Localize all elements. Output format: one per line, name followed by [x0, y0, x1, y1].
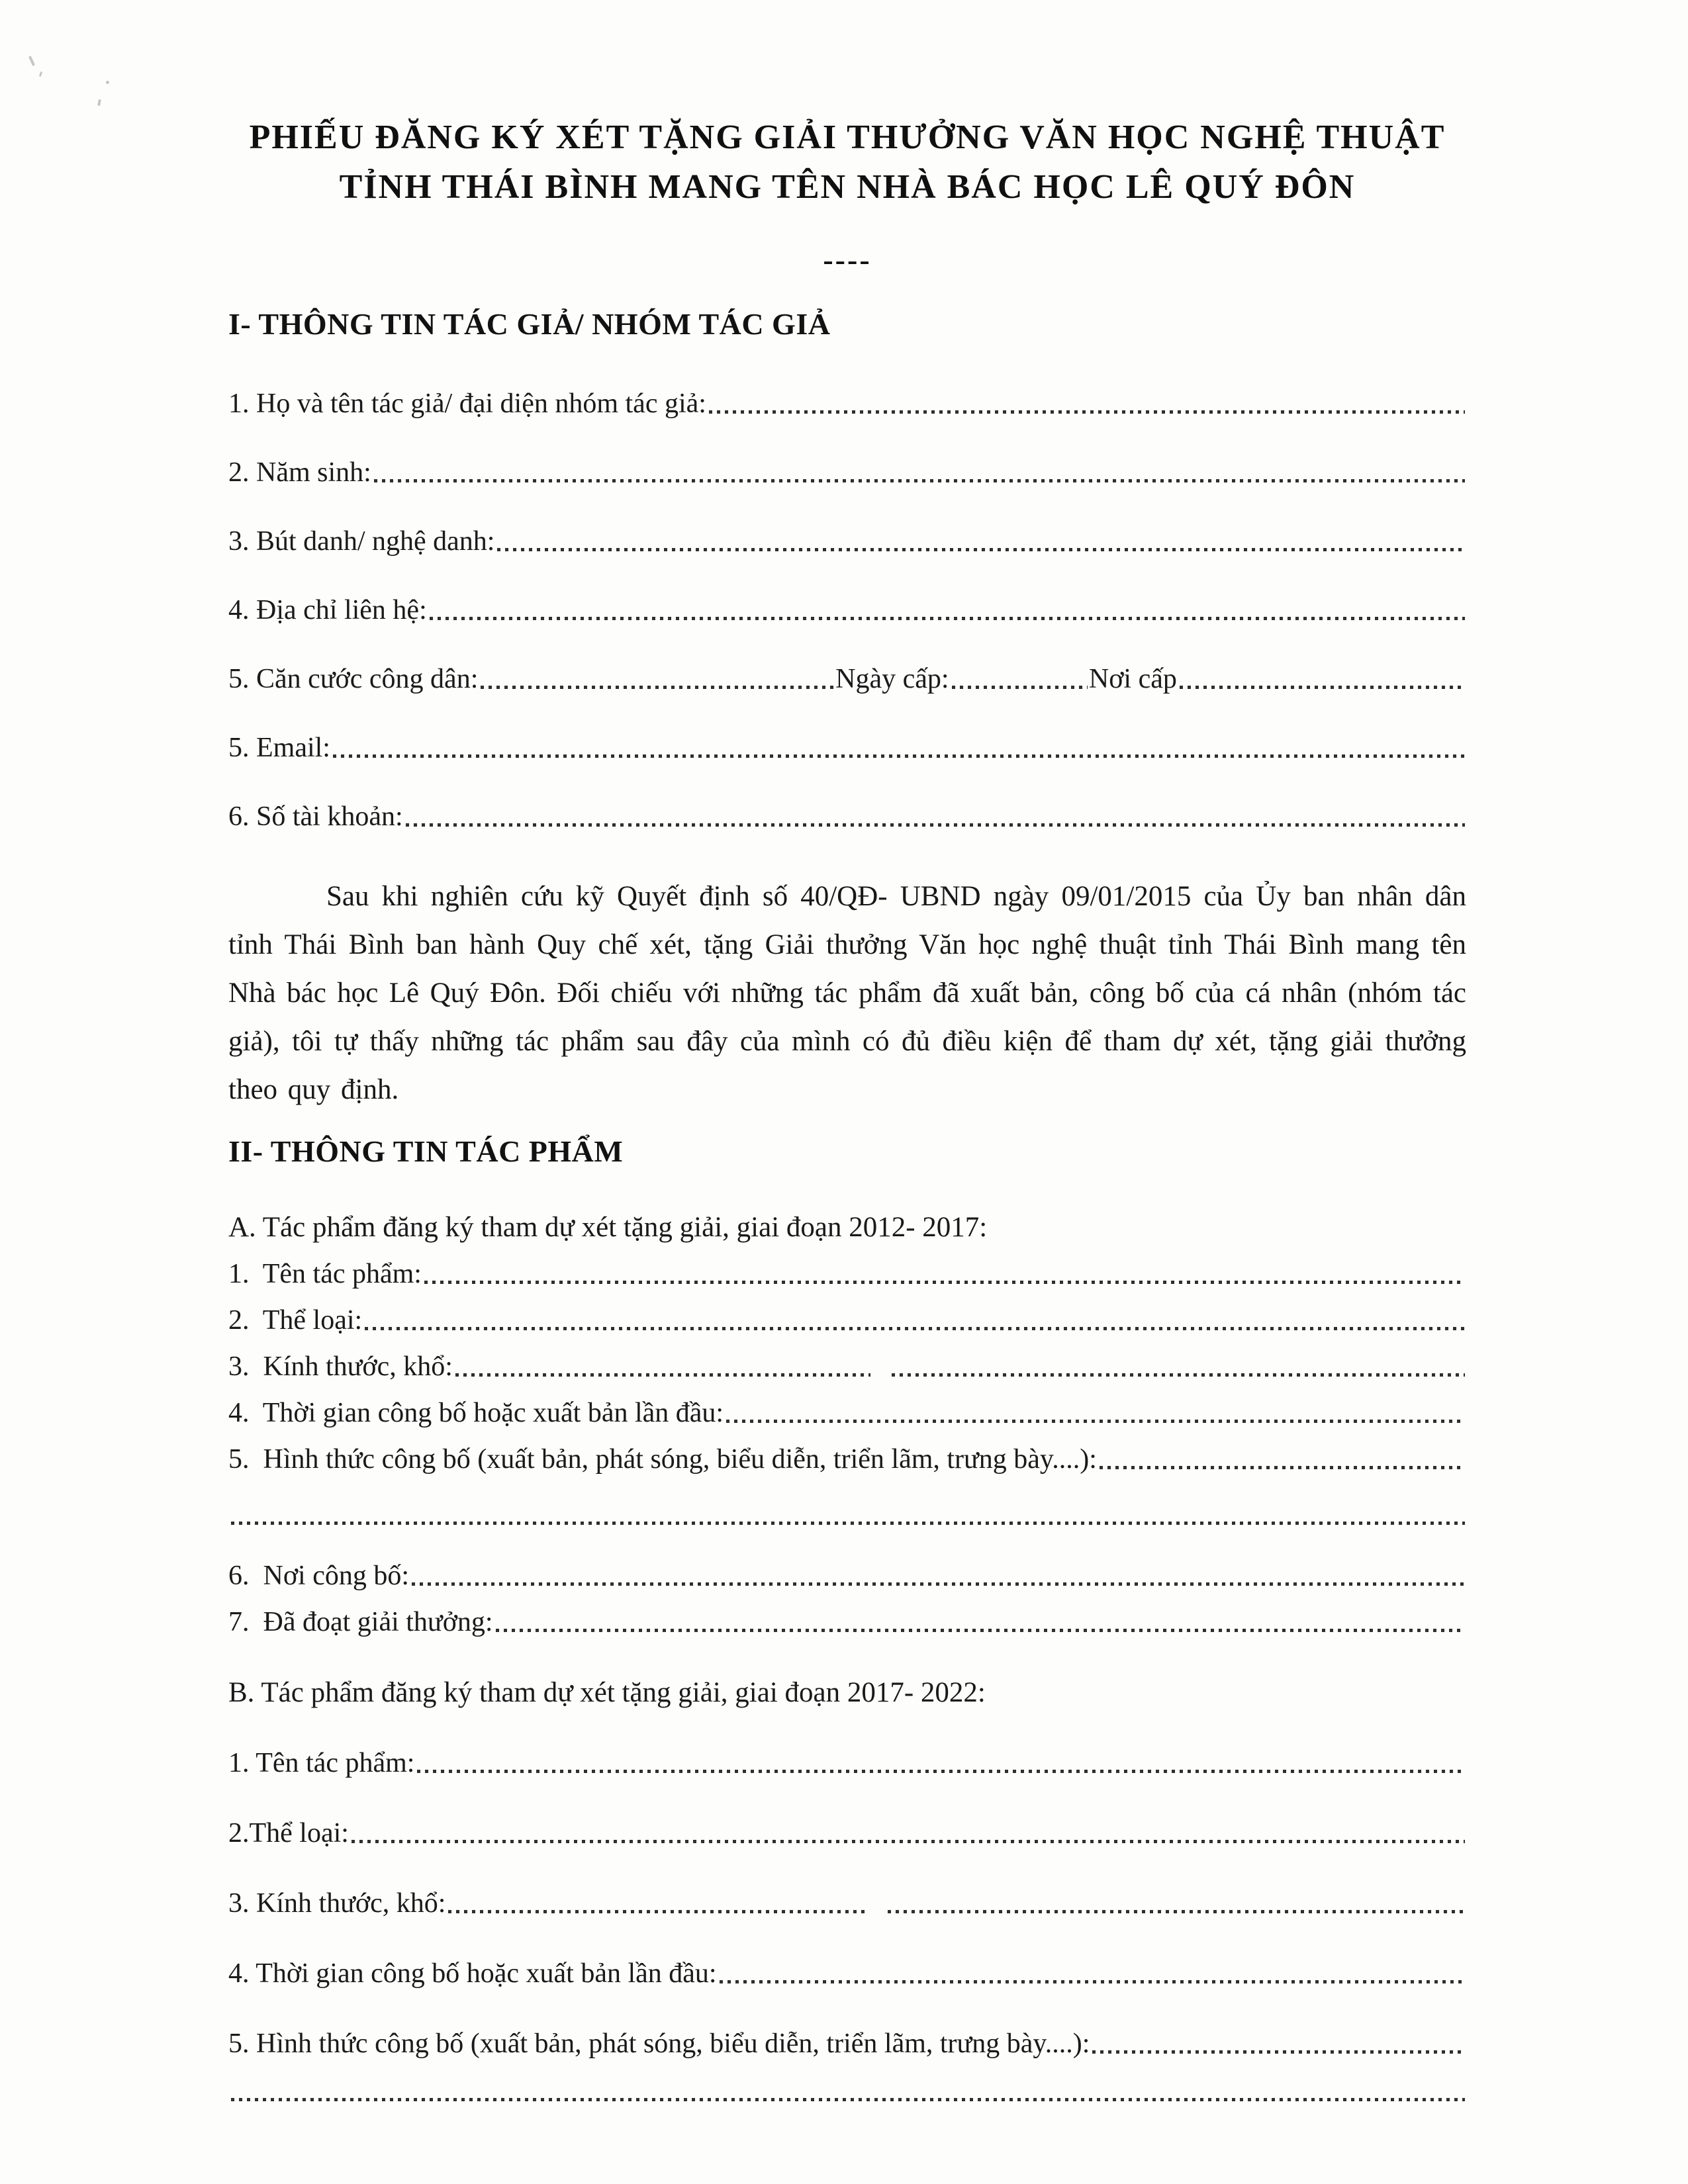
group-b-fields: [228, 1747, 1466, 2107]
dotted-line: [497, 548, 1465, 551]
field-row-b-first-publish: [228, 1958, 1466, 1989]
a-first-publish-label: 4. Thời gian công bố hoặc xuất bản lần đầu:: [228, 1398, 724, 1428]
dotted-line: [430, 617, 1465, 620]
bank-account-label: 6. Số tài khoản:: [228, 801, 403, 832]
dotted-line-continuation: [231, 1522, 1465, 1525]
dotted-line: [455, 1373, 870, 1377]
group-a-heading: A. Tác phẩm đăng ký tham dự xét tặng giải, giai đoạn 2012- 2017:: [228, 1212, 988, 1243]
id-issue-place-label: Nơi cấp: [1088, 664, 1177, 694]
field-row-bank-account: [228, 801, 1466, 833]
field-row-a-size: [228, 1351, 1466, 1383]
a-publish-place-label: 6. Nơi công bố:: [228, 1561, 410, 1591]
field-row-a-awards: [228, 1606, 1466, 1638]
pencil-mark: [39, 71, 42, 77]
dotted-line: [374, 479, 1465, 482]
dotted-line: [726, 1420, 1465, 1423]
contact-address-label: 4. Địa chỉ liên hệ:: [228, 595, 427, 625]
dotted-line: [709, 410, 1465, 414]
birth-year-label: 2. Năm sinh:: [228, 457, 371, 488]
field-row-birth-year: [228, 457, 1466, 488]
field-row-a-publish-form: [228, 1443, 1466, 1475]
dotted-line: [481, 686, 834, 689]
id-issue-date-label: Ngày cấp:: [835, 664, 949, 694]
dotted-line: [448, 1910, 866, 1913]
title-divider: ----: [823, 243, 872, 277]
field-row-a-publish-place: [228, 1560, 1466, 1592]
b-size-label: 3. Kính thước, khổ:: [228, 1888, 446, 1919]
pen-name-label: 3. Bút danh/ nghệ danh:: [228, 526, 495, 557]
field-row-b-genre: [228, 1817, 1466, 1849]
pencil-mark: [106, 81, 109, 84]
fullname-label: 1. Họ và tên tác giả/ đại diện nhóm tác giả:: [228, 388, 706, 419]
a-size-label: 3. Kính thước, khổ:: [228, 1351, 453, 1382]
dotted-line: [365, 1327, 1465, 1330]
a-awards-label: 7. Đã đoạt giải thưởng:: [228, 1607, 493, 1637]
dotted-line: [417, 1770, 1465, 1773]
b-publish-form-label: 5. Hình thức công bố (xuất bản, phát sóng, biểu diễn, triển lãm, trưng bày....):: [228, 2028, 1090, 2059]
field-row-b-size: [228, 1888, 1466, 1919]
field-row-b-publish-form: [228, 2028, 1466, 2060]
field-row-b-work-title: [228, 1747, 1466, 1779]
field-row-fullname: [228, 388, 1466, 420]
dotted-line: [424, 1281, 1465, 1284]
dotted-line: [412, 1582, 1465, 1586]
field-row-a-first-publish: [228, 1397, 1466, 1429]
dotted-line-final: [231, 2098, 1465, 2101]
dotted-line: [892, 1373, 1465, 1377]
section-i-heading: I- THÔNG TIN TÁC GIẢ/ NHÓM TÁC GIẢ: [228, 307, 831, 341]
a-work-title-label: 1. Tên tác phẩm:: [228, 1259, 422, 1289]
field-row-id-card: [228, 663, 1466, 695]
a-genre-label: 2. Thể loại:: [228, 1305, 363, 1336]
field-row-a-genre: [228, 1304, 1466, 1336]
field-row-email: [228, 732, 1466, 764]
field-row-contact-address: [228, 594, 1466, 626]
field-row-pen-name: [228, 525, 1466, 557]
dotted-line: [952, 686, 1088, 689]
form-title-line2: TỈNH THÁI BÌNH MANG TÊN NHÀ BÁC HỌC LÊ QUÝ ĐÔN: [339, 168, 1356, 206]
dotted-line: [888, 1910, 1465, 1913]
b-genre-label: 2.Thể loại:: [228, 1818, 349, 1848]
email-label: 5. Email:: [228, 733, 330, 763]
dotted-line: [333, 754, 1465, 758]
declaration-paragraph: Sau khi nghiên cứu kỹ Quyết định số 40/QĐ- UBND ngày 09/01/2015 của Ủy ban nhân dân tỉnh Thái Bình ban hành Quy chế xét, tặng Giải thưởng Văn học nghệ thuật tỉnh Thái Bình mang tên Nhà bác học Lê Quý Đôn. Đối chiếu với những tác phẩm đã xuất bản, công bố của cá nhân (nhóm tác giả), tôi tự thấy những tác phẩm sau đây của mình có đủ điều kiện để tham dự xét, tặng giải thưởng theo quy định.: [228, 881, 1466, 1105]
form-title: [228, 113, 1466, 212]
b-work-title-label: 1. Tên tác phẩm:: [228, 1748, 415, 1778]
dotted-line: [720, 1980, 1465, 1983]
pencil-mark: [97, 99, 101, 107]
field-row-b-publish-form-continued: [228, 2098, 1466, 2107]
field-row-a-publish-form-continued: [228, 1522, 1466, 1531]
section-ii-heading: II- THÔNG TIN TÁC PHẨM: [228, 1134, 624, 1168]
author-info-fields: [228, 388, 1466, 833]
group-b-heading: B. Tác phẩm đăng ký tham dự xét tặng giải, giai đoạn 2017- 2022:: [228, 1677, 986, 1708]
dotted-line: [1100, 1466, 1465, 1469]
form-title-line1: PHIẾU ĐĂNG KÝ XÉT TẶNG GIẢI THƯỞNG VĂN HỌC NGHỆ THUẬT: [249, 118, 1446, 156]
id-number-label: 5. Căn cước công dân:: [228, 664, 479, 694]
group-a-fields: [228, 1258, 1466, 1638]
dotted-line: [352, 1840, 1465, 1843]
field-row-a-work-title: [228, 1258, 1466, 1290]
a-publish-form-label: 5. Hình thức công bố (xuất bản, phát sóng, biểu diễn, triển lãm, trưng bày....):: [228, 1444, 1097, 1475]
dotted-line: [1180, 686, 1465, 689]
dotted-line: [1092, 2050, 1465, 2054]
pencil-mark: [28, 56, 35, 66]
dotted-line: [496, 1629, 1465, 1632]
dotted-line: [406, 823, 1465, 827]
b-first-publish-label: 4. Thời gian công bố hoặc xuất bản lần đầu:: [228, 1958, 717, 1989]
